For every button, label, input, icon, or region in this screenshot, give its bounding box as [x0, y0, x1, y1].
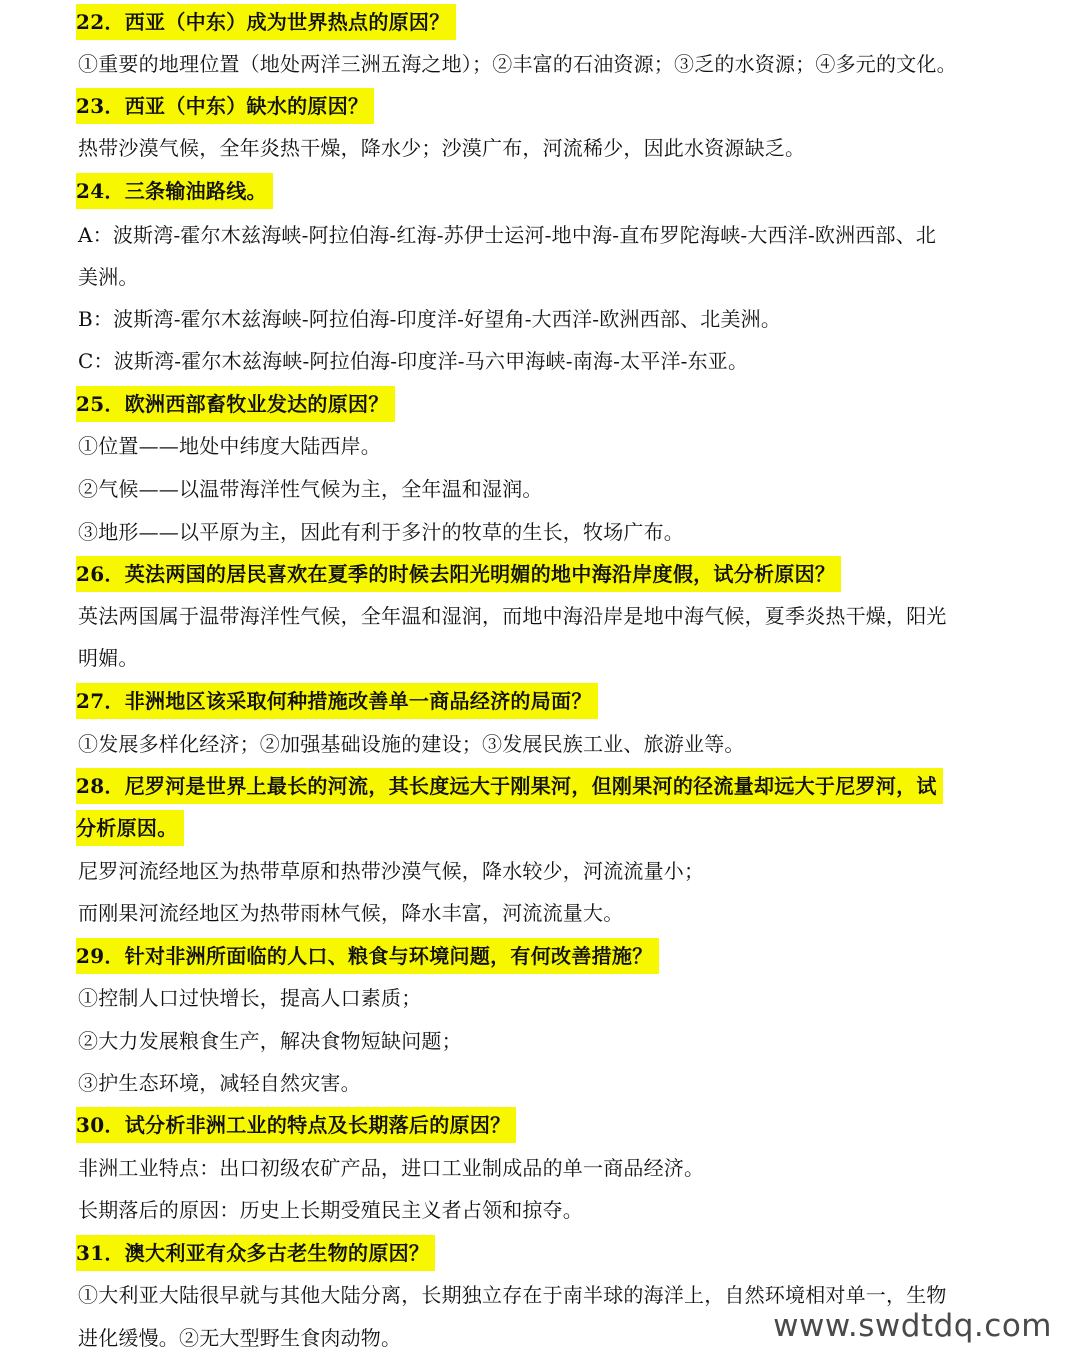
answer-line: ①发展多样化经济；②加强基础设施的建设；③发展民族工业、旅游业等。	[78, 732, 745, 756]
question-heading: 23．西亚（中东）缺水的原因？	[76, 88, 374, 124]
answer-line: ③地形——以平原为主，因此有利于多汁的牧草的生长，牧场广布。	[78, 520, 684, 544]
answer-line: 而刚果河流经地区为热带雨林气候，降水丰富，河流流量大。	[78, 901, 624, 925]
answer-line: 美洲。	[78, 265, 139, 289]
question-heading: 27．非洲地区该采取何种措施改善单一商品经济的局面？	[76, 683, 598, 719]
answer-line: 明媚。	[78, 646, 139, 670]
answer-line: 英法两国属于温带海洋性气候，全年温和湿润，而地中海沿岸是地中海气候，夏季炎热干燥，阳光	[78, 604, 947, 628]
answer-line: ②大力发展粮食生产，解决食物短缺问题；	[78, 1029, 462, 1053]
watermark-url: www.swdtdq.com	[773, 1308, 1052, 1344]
answer-line: ①大利亚大陆很早就与其他大陆分离，长期独立存在于南半球的海洋上，自然环境相对单一，生物	[78, 1283, 947, 1307]
question-heading: 26．英法两国的居民喜欢在夏季的时候去阳光明媚的地中海沿岸度假，试分析原因？	[76, 556, 841, 592]
answer-line: ①控制人口过快增长，提高人口素质；	[78, 986, 422, 1010]
question-heading-continued: 分析原因。	[76, 810, 184, 846]
answer-line: 尼罗河流经地区为热带草原和热带沙漠气候，降水较少，河流流量小；	[78, 859, 705, 883]
question-heading: 30．试分析非洲工业的特点及长期落后的原因？	[76, 1107, 516, 1143]
question-heading: 25．欧洲西部畜牧业发达的原因？	[76, 386, 395, 422]
answer-line: ①位置——地处中纬度大陆西岸。	[78, 434, 381, 458]
question-heading: 29．针对非洲所面临的人口、粮食与环境问题，有何改善措施？	[76, 938, 659, 974]
question-heading: 24．三条输油路线。	[76, 173, 273, 209]
answer-line: B：波斯湾-霍尔木兹海峡-阿拉伯海-印度洋-好望角-大西洋-欧洲西部、北美洲。	[78, 307, 782, 331]
answer-line: 长期落后的原因：历史上长期受殖民主义者占领和掠夺。	[78, 1198, 583, 1222]
answer-line: A：波斯湾-霍尔木兹海峡-阿拉伯海-红海-苏伊士运河-地中海-直布罗陀海峡-大西洋-欧洲西部、北	[78, 223, 937, 247]
answer-line: ②气候——以温带海洋性气候为主，全年温和湿润。	[78, 477, 543, 501]
answer-line: 热带沙漠气候，全年炎热干燥，降水少；沙漠广布，河流稀少，因此水资源缺乏。	[78, 136, 806, 160]
answer-line: C：波斯湾-霍尔木兹海峡-阿拉伯海-印度洋-马六甲海峡-南海-太平洋-东亚。	[78, 349, 749, 373]
question-heading: 31．澳大利亚有众多古老生物的原因？	[76, 1235, 435, 1271]
answer-line: ①重要的地理位置（地处两洋三洲五海之地）；②丰富的石油资源；③乏的水资源；④多元的文化。	[78, 52, 957, 76]
question-heading: 22．西亚（中东）成为世界热点的原因？	[76, 4, 456, 40]
answer-line: 进化缓慢。②无大型野生食肉动物。	[78, 1326, 402, 1350]
question-heading: 28．尼罗河是世界上最长的河流，其长度远大于刚果河，但刚果河的径流量却远大于尼罗河，试	[76, 768, 943, 804]
answer-line: 非洲工业特点：出口初级农矿产品，进口工业制成品的单一商品经济。	[78, 1156, 705, 1180]
answer-line: ③护生态环境，减轻自然灾害。	[78, 1071, 361, 1095]
